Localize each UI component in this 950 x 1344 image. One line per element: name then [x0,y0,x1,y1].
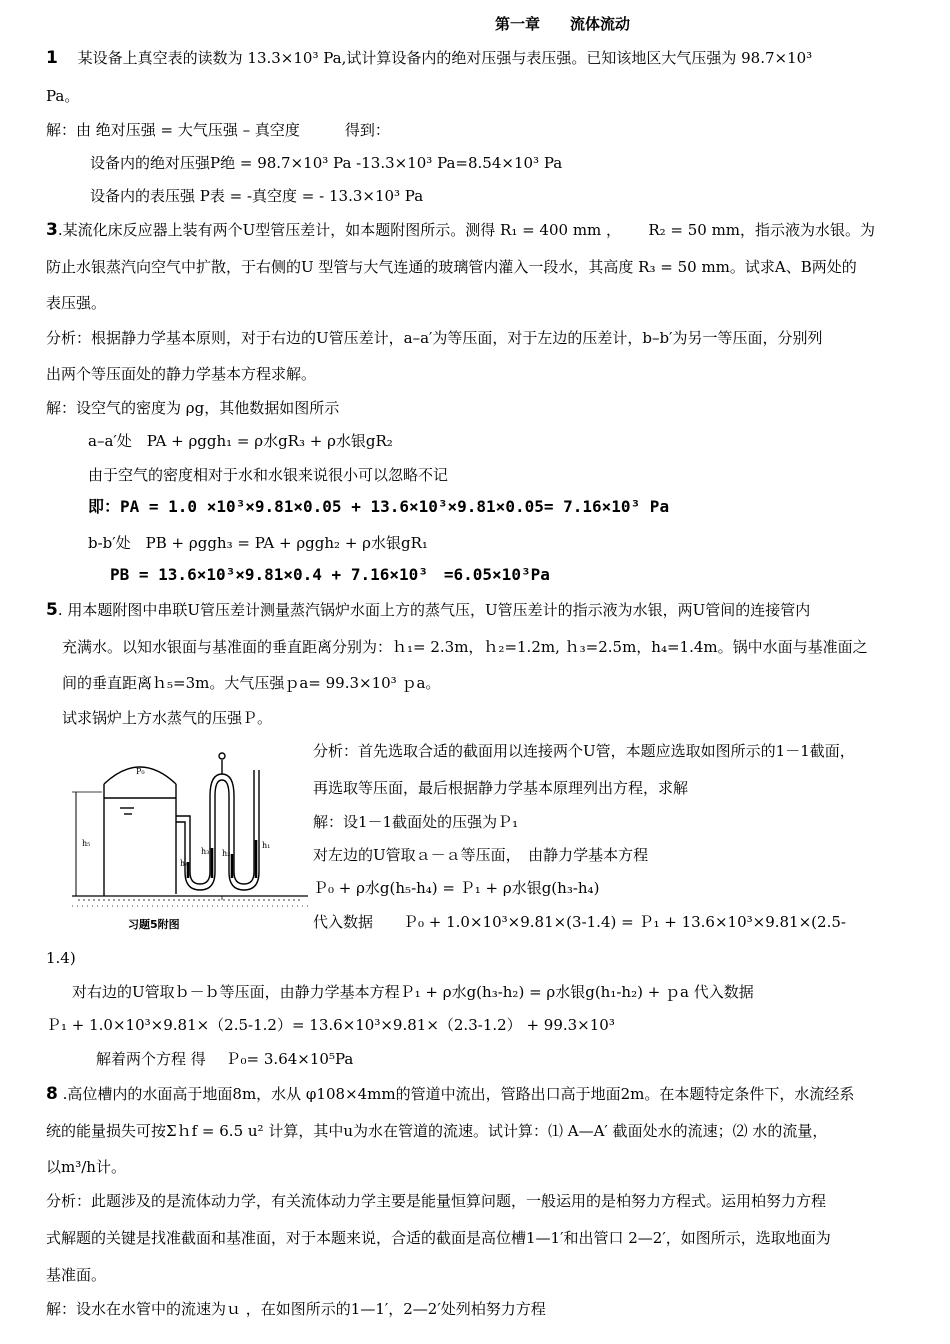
solution-intro: 解：设水在水管中的流速为ｕ ，在如图所示的1—1′，2—2′处列柏努力方程 [46,1300,546,1318]
problem-8-statement [46,1084,854,1104]
figure-label-h3: h₃ [201,847,210,856]
equation-b-b: b-b′处 PB + ρggh₃ = PA + ρggh₂ + ρ水银gR₁ [88,534,428,552]
problem-question: 试求锅炉上方水蒸气的压强Ｐ。 [62,709,273,727]
substitution-right: Ｐ₁ + 1.0×10³×9.81×（2.5-1.2）= 13.6×10³×9.81×（2.3-1.2） + 99.3×10³ [46,1016,615,1034]
figure-label-h1: h₁ [262,841,271,850]
problem-text: .某流化床反应器上装有两个U型管压差计，如本题附图所示。测得 R₁ = 400 mm ， R₂ = 50 mm，指示液为水银。为 [57,221,876,239]
result-p0: 解着两个方程 得 Ｐ₀= 3.64×10⁵Pa [96,1050,354,1068]
solution-intro: 解：设空气的密度为 ρg，其他数据如图所示 [46,399,340,417]
figure-label-h2: h₂ [222,849,231,858]
equation-absolute-pressure: 设备内的绝对压强P绝 = 98.7×10³ Pa -13.3×10³ Pa=8.54×10³ Pa [90,154,563,172]
note-text: 由于空气的密度相对于水和水银来说很小可以忽略不记 [88,466,449,484]
problem-number: 5 [46,600,58,620]
result-pa: 即：PA = 1.0 ×10³×9.81×0.05 + 13.6×10³×9.81×0.05= 7.16×10³ Pa [88,497,670,516]
analysis-text-cont: 式解题的关键是找准截面和基准面，对于本题来说，合适的截面是高位槽1—1′和出管口 2—2′，如图所示，选取地面为 [46,1229,831,1247]
problem-number: 1 [46,48,58,68]
left-u-tube-text: 对左边的U管取ａ－ａ等压面， 由静力学基本方程 [313,846,649,864]
problem-text: .高位槽内的水面高于地面8m，水从 φ108×4mm的管道中流出，管路出口高于地面2m。在本题特定条件下，水流经系 [62,1085,855,1103]
right-u-tube-text: 对右边的U管取ｂ－ｂ等压面，由静力学基本方程Ｐ₁ + ρ水g(h₃-h₂) = ρ水银g(h₁-h₂) + ｐa 代入数据 [72,983,754,1001]
problem-text: . 用本题附图中串联U管压差计测量蒸汽锅炉水面上方的蒸气压，U管压差计的指示液为水银，两U管间的连接管内 [57,601,811,619]
analysis-text-cont: 出两个等压面处的静力学基本方程求解。 [46,365,317,383]
problem-text-cont: Pa。 [46,87,80,105]
equation-gauge-pressure: 设备内的表压强 P表 = -真空度 = - 13.3×10³ Pa [90,187,424,205]
problem-5-figure [72,744,308,940]
problem-text: 某设备上真空表的读数为 13.3×10³ Pa,试计算设备内的绝对压强与表压强。已知该地区大气压强为 98.7×10³ [77,49,813,67]
figure-label-p0: P₀ [136,767,145,776]
analysis-text: 分析：首先选取合适的截面用以连接两个U管，本题应选取如图所示的1－1截面， [313,742,855,760]
figure-label-h5: h₅ [82,839,91,848]
problem-text-cont: 充满水。以知水银面与基准面的垂直距离分别为：ｈ₁= 2.3m，ｈ₂=1.2m, ｈ₃=2.5m，h₄=1.4m。锅中水面与基准面之 [62,638,868,656]
solution-intro: 解：设1－1截面处的压强为Ｐ₁ [313,813,519,831]
problem-text-cont: 表压强。 [46,294,107,312]
solution-intro: 解：由 绝对压强 = 大气压强 – 真空度 得到： [46,121,390,139]
problem-text-cont: 统的能量损失可按Σｈf = 6.5 u² 计算，其中u为水在管道的流速。试计算：⑴ A—A′ 截面处水的流速；⑵ 水的流量， [46,1122,828,1140]
equation-left: Ｐ₀ + ρ水g(h₅-h₄) = Ｐ₁ + ρ水银g(h₃-h₄) [313,879,600,897]
problem-text-cont: 间的垂直距离ｈ₅=3m。大气压强ｐa= 99.3×10³ ｐa。 [62,674,441,692]
analysis-text-cont: 基准面。 [46,1266,107,1284]
problem-number: 8 [46,1084,58,1104]
analysis-text-cont: 再选取等压面，最后根据静力学基本原理列出方程，求解 [313,779,689,797]
figure-label-h4: h₄ [180,859,189,868]
problem-text-cont: 以m³/h计。 [46,1158,126,1176]
substitution-left-cont: 1.4) [46,949,76,967]
analysis-text: 分析：根据静力学基本原则，对于右边的U管压差计，a–a′为等压面，对于左边的压差计，b–b′为另一等压面，分别列 [46,329,823,347]
problem-number: 3 [46,220,58,240]
analysis-text: 分析：此题涉及的是流体动力学，有关流体动力学主要是能量恒算问题，一般运用的是柏努力方程式。运用柏努力方程 [46,1192,827,1210]
problem-text-cont: 防止水银蒸汽向空气中扩散，于右侧的U 型管与大气连通的玻璃管内灌入一段水，其高度 R₃ = 50 mm。试求A、B两处的 [46,258,857,276]
chapter-title: 第一章 流体流动 [495,15,631,33]
problem-3-statement [46,220,875,240]
result-pb: PB = 13.6×10³×9.81×0.4 + 7.16×10³ =6.05×10³Pa [110,565,550,584]
figure-caption: 习题5附图 [128,918,180,931]
problem-5-statement [46,600,810,620]
problem-1-statement [46,48,812,68]
equation-a-a: a–a′处 PA + ρggh₁ = ρ水gR₃ + ρ水银gR₂ [88,432,393,450]
substitution-left: 代入数据 Ｐ₀ + 1.0×10³×9.81×(3-1.4) = Ｐ₁ + 13.6×10³×9.81×(2.5- [313,913,846,931]
